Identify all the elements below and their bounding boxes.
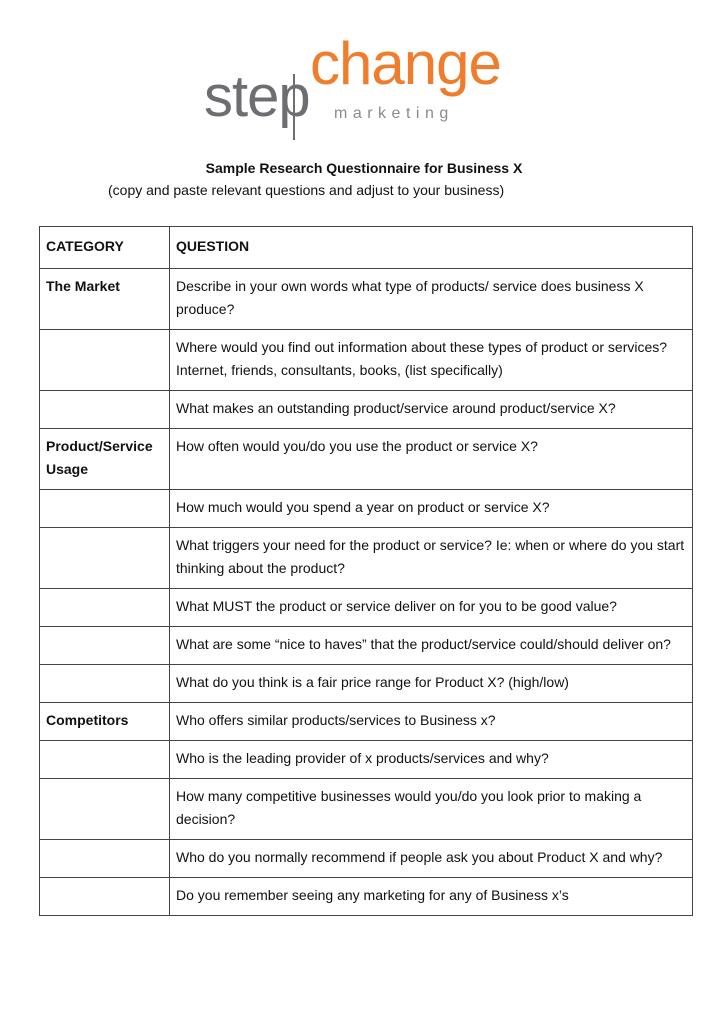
table-row bbox=[40, 840, 693, 878]
category-cell bbox=[40, 330, 170, 391]
question-cell: What triggers your need for the product or service? Ie: when or where do you start thinking about the product? bbox=[170, 528, 693, 589]
table-row bbox=[40, 528, 693, 589]
logo-step-text: step bbox=[204, 64, 310, 129]
category-cell bbox=[40, 741, 170, 779]
question-cell: How much would you spend a year on product or service X? bbox=[170, 490, 693, 528]
table-row bbox=[40, 627, 693, 665]
question-cell: Who offers similar products/services to Business x? bbox=[170, 703, 693, 741]
category-cell bbox=[40, 490, 170, 528]
logo-marketing-text: marketing bbox=[334, 105, 454, 122]
category-cell: Product/Service Usage bbox=[40, 429, 170, 490]
category-cell bbox=[40, 665, 170, 703]
question-cell: Describe in your own words what type of products/ service does business X produce? bbox=[170, 269, 693, 330]
question-cell: Do you remember seeing any marketing for any of Business x’s bbox=[170, 878, 693, 916]
category-cell bbox=[40, 589, 170, 627]
question-cell: Where would you find out information about these types of product or services? Internet, friends, consultants, books, (list specifically) bbox=[170, 330, 693, 391]
category-cell bbox=[40, 528, 170, 589]
table-row bbox=[40, 779, 693, 840]
category-cell bbox=[40, 627, 170, 665]
table-row bbox=[40, 330, 693, 391]
table-row bbox=[40, 665, 693, 703]
category-cell: The Market bbox=[40, 269, 170, 330]
logo-change-text: change bbox=[310, 30, 501, 97]
table-row bbox=[40, 703, 693, 741]
question-header: QUESTION bbox=[170, 227, 693, 269]
category-cell bbox=[40, 391, 170, 429]
question-cell: What MUST the product or service deliver on for you to be good value? bbox=[170, 589, 693, 627]
category-cell: Competitors bbox=[40, 703, 170, 741]
category-header: CATEGORY bbox=[40, 227, 170, 269]
stepchange-marketing-logo bbox=[196, 28, 536, 138]
table-row bbox=[40, 391, 693, 429]
table-row bbox=[40, 878, 693, 916]
document-subtitle: (copy and paste relevant questions and adjust to your business) bbox=[108, 182, 505, 198]
category-cell bbox=[40, 878, 170, 916]
table-row bbox=[40, 589, 693, 627]
table-row bbox=[40, 490, 693, 528]
question-cell: What do you think is a fair price range for Product X? (high/low) bbox=[170, 665, 693, 703]
question-cell: Who do you normally recommend if people ask you about Product X and why? bbox=[170, 840, 693, 878]
table-row bbox=[40, 269, 693, 330]
table-row bbox=[40, 429, 693, 490]
table-header-row bbox=[40, 227, 693, 269]
question-cell: How often would you/do you use the product or service X? bbox=[170, 429, 693, 490]
category-cell bbox=[40, 840, 170, 878]
question-cell: How many competitive businesses would you/do you look prior to making a decision? bbox=[170, 779, 693, 840]
table-row bbox=[40, 741, 693, 779]
questionnaire-table bbox=[39, 226, 693, 916]
question-cell: Who is the leading provider of x products/services and why? bbox=[170, 741, 693, 779]
document-title: Sample Research Questionnaire for Business X bbox=[205, 160, 523, 176]
question-cell: What makes an outstanding product/service around product/service X? bbox=[170, 391, 693, 429]
category-cell bbox=[40, 779, 170, 840]
question-cell: What are some “nice to haves” that the product/service could/should deliver on? bbox=[170, 627, 693, 665]
